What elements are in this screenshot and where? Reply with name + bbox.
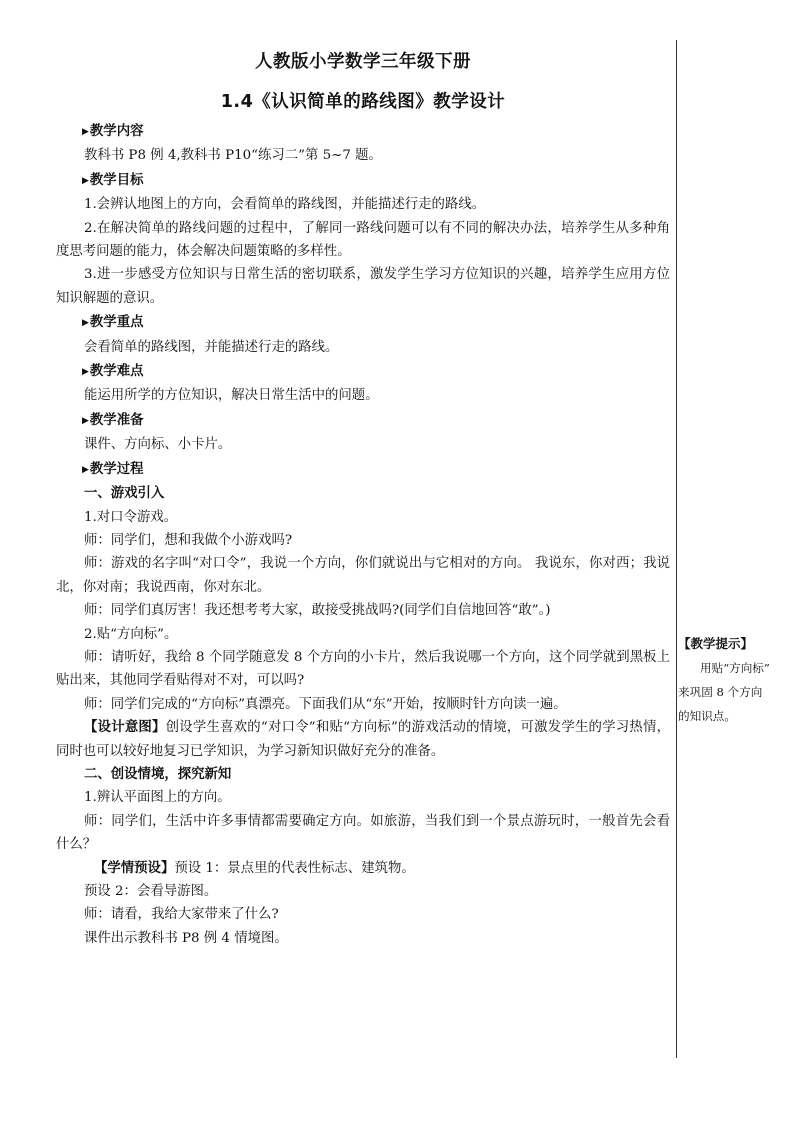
section-heading-prep: ▶教学准备 — [82, 412, 144, 428]
section-heading-goals: ▶教学目标 — [82, 172, 144, 188]
content-text: 教科书 P8 例 4,教科书 P10“练习二”第 5~7 题。 — [84, 148, 382, 164]
section-heading-key: ▶教学重点 — [82, 315, 144, 331]
section-heading-content: ▶教学内容 — [82, 124, 144, 139]
goal-item-1: 1.会辨认地图上的方向，会看简单的路线图，并能描述行走的路线。 — [84, 197, 486, 213]
process-q4: 师：请看，我给大家带来了什么? — [84, 907, 279, 923]
triangle-bullet-icon: ▶ — [82, 464, 89, 475]
process-p3: 师：游戏的名字叫“对口令”，我说一个方向，你们就说出与它相对的方向。 我说东，你对西；我说北，你对南；我说西南，你对东北。 — [56, 556, 670, 595]
process-p6: 师：请听好，我给 8 个同学随意发 8 个方向的小卡片，然后我说哪一个方向，这个同学就到黑板上贴出来，其他同学看贴得对不对，可以吗? — [56, 649, 670, 689]
teaching-tip-title: 【教学提示】 — [678, 636, 754, 651]
difficulty-text: 能运用所学的方位知识，解决日常生活中的问题。 — [84, 388, 379, 404]
process-p1: 1.对口令游戏。 — [84, 509, 178, 525]
section-heading-process: ▶教学过程 — [82, 461, 144, 477]
key-text: 会看简单的路线图，并能描述行走的路线。 — [84, 339, 339, 355]
design-intent-text: 创设学生喜欢的“对口令”和贴“方向标”的游戏活动的情境，可激发学生的学习热情，同时也可以较好地复习已学知识，为学习新知识做好充分的准备。 — [56, 720, 670, 759]
prep-text: 课件、方向标、小卡片。 — [84, 437, 232, 453]
goal-item-2: 2.在解决简单的路线问题的过程中，了解同一路线问题可以有不同的解决办法，培养学生从多种角度思考问题的能力，体会解决问题策略的多样性。 — [56, 220, 670, 260]
triangle-bullet-icon: ▶ — [82, 175, 89, 186]
process-q5: 课件出示教科书 P8 例 4 情境图。 — [84, 930, 288, 946]
goal-item-3: 3.进一步感受方位知识与日常生活的密切联系，激发学生学习方位知识的兴趣，培养学生应用方位知识解题的意识。 — [56, 267, 670, 306]
part2-title: 二、创设情境，探究新知 — [84, 766, 232, 782]
process-q3: 预设 2：会看导游图。 — [84, 884, 218, 899]
document-subtitle: 1.4《认识简单的路线图》教学设计 — [220, 92, 506, 112]
margin-divider-line — [676, 40, 677, 1058]
preview-line — [56, 857, 670, 880]
process-q2: 师：同学们，生活中许多事情都需要确定方向。如旅游，当我们到一个景点游玩时，一般首先会看什么？ — [56, 813, 670, 853]
teaching-tip-sidebar — [678, 632, 788, 728]
teaching-tip-line-1: 用贴“方向标” — [700, 661, 770, 675]
lesson-plan-main — [56, 48, 670, 950]
teaching-tip-line-3: 的知识点。 — [678, 709, 736, 723]
teaching-tip-body — [678, 656, 788, 728]
process-q1: 1.辨认平面图上的方向。 — [84, 790, 231, 806]
section-heading-difficulty: ▶教学难点 — [82, 364, 144, 380]
process-p5: 2.贴“方向标”。 — [84, 626, 178, 642]
teaching-tip-line-2: 来巩固 8 个方向 — [678, 685, 763, 699]
triangle-bullet-icon: ▶ — [82, 367, 89, 378]
triangle-bullet-icon: ▶ — [82, 127, 89, 137]
triangle-bullet-icon: ▶ — [82, 318, 89, 329]
process-p4: 师：同学们真厉害！我还想考考大家，敢接受挑战吗?(同学们自信地回答“敢”。) — [84, 603, 551, 619]
part1-title: 一、游戏引入 — [84, 486, 165, 502]
document-title: 人教版小学数学三年级下册 — [255, 52, 471, 72]
design-intent-label: 【设计意图】 — [84, 720, 166, 736]
preview-label: 【学情预设】 — [94, 860, 175, 876]
triangle-bullet-icon: ▶ — [82, 415, 89, 426]
process-p2: 师：同学们，想和我做个小游戏吗? — [84, 532, 293, 548]
preview-text: 预设 1：景点里的代表性标志、建筑物。 — [174, 860, 415, 876]
process-p7: 师：同学们完成的“方向标”真漂亮。下面我们从“东”开始，按顺时针方向读一遍。 — [84, 696, 567, 712]
design-intent — [56, 716, 670, 763]
